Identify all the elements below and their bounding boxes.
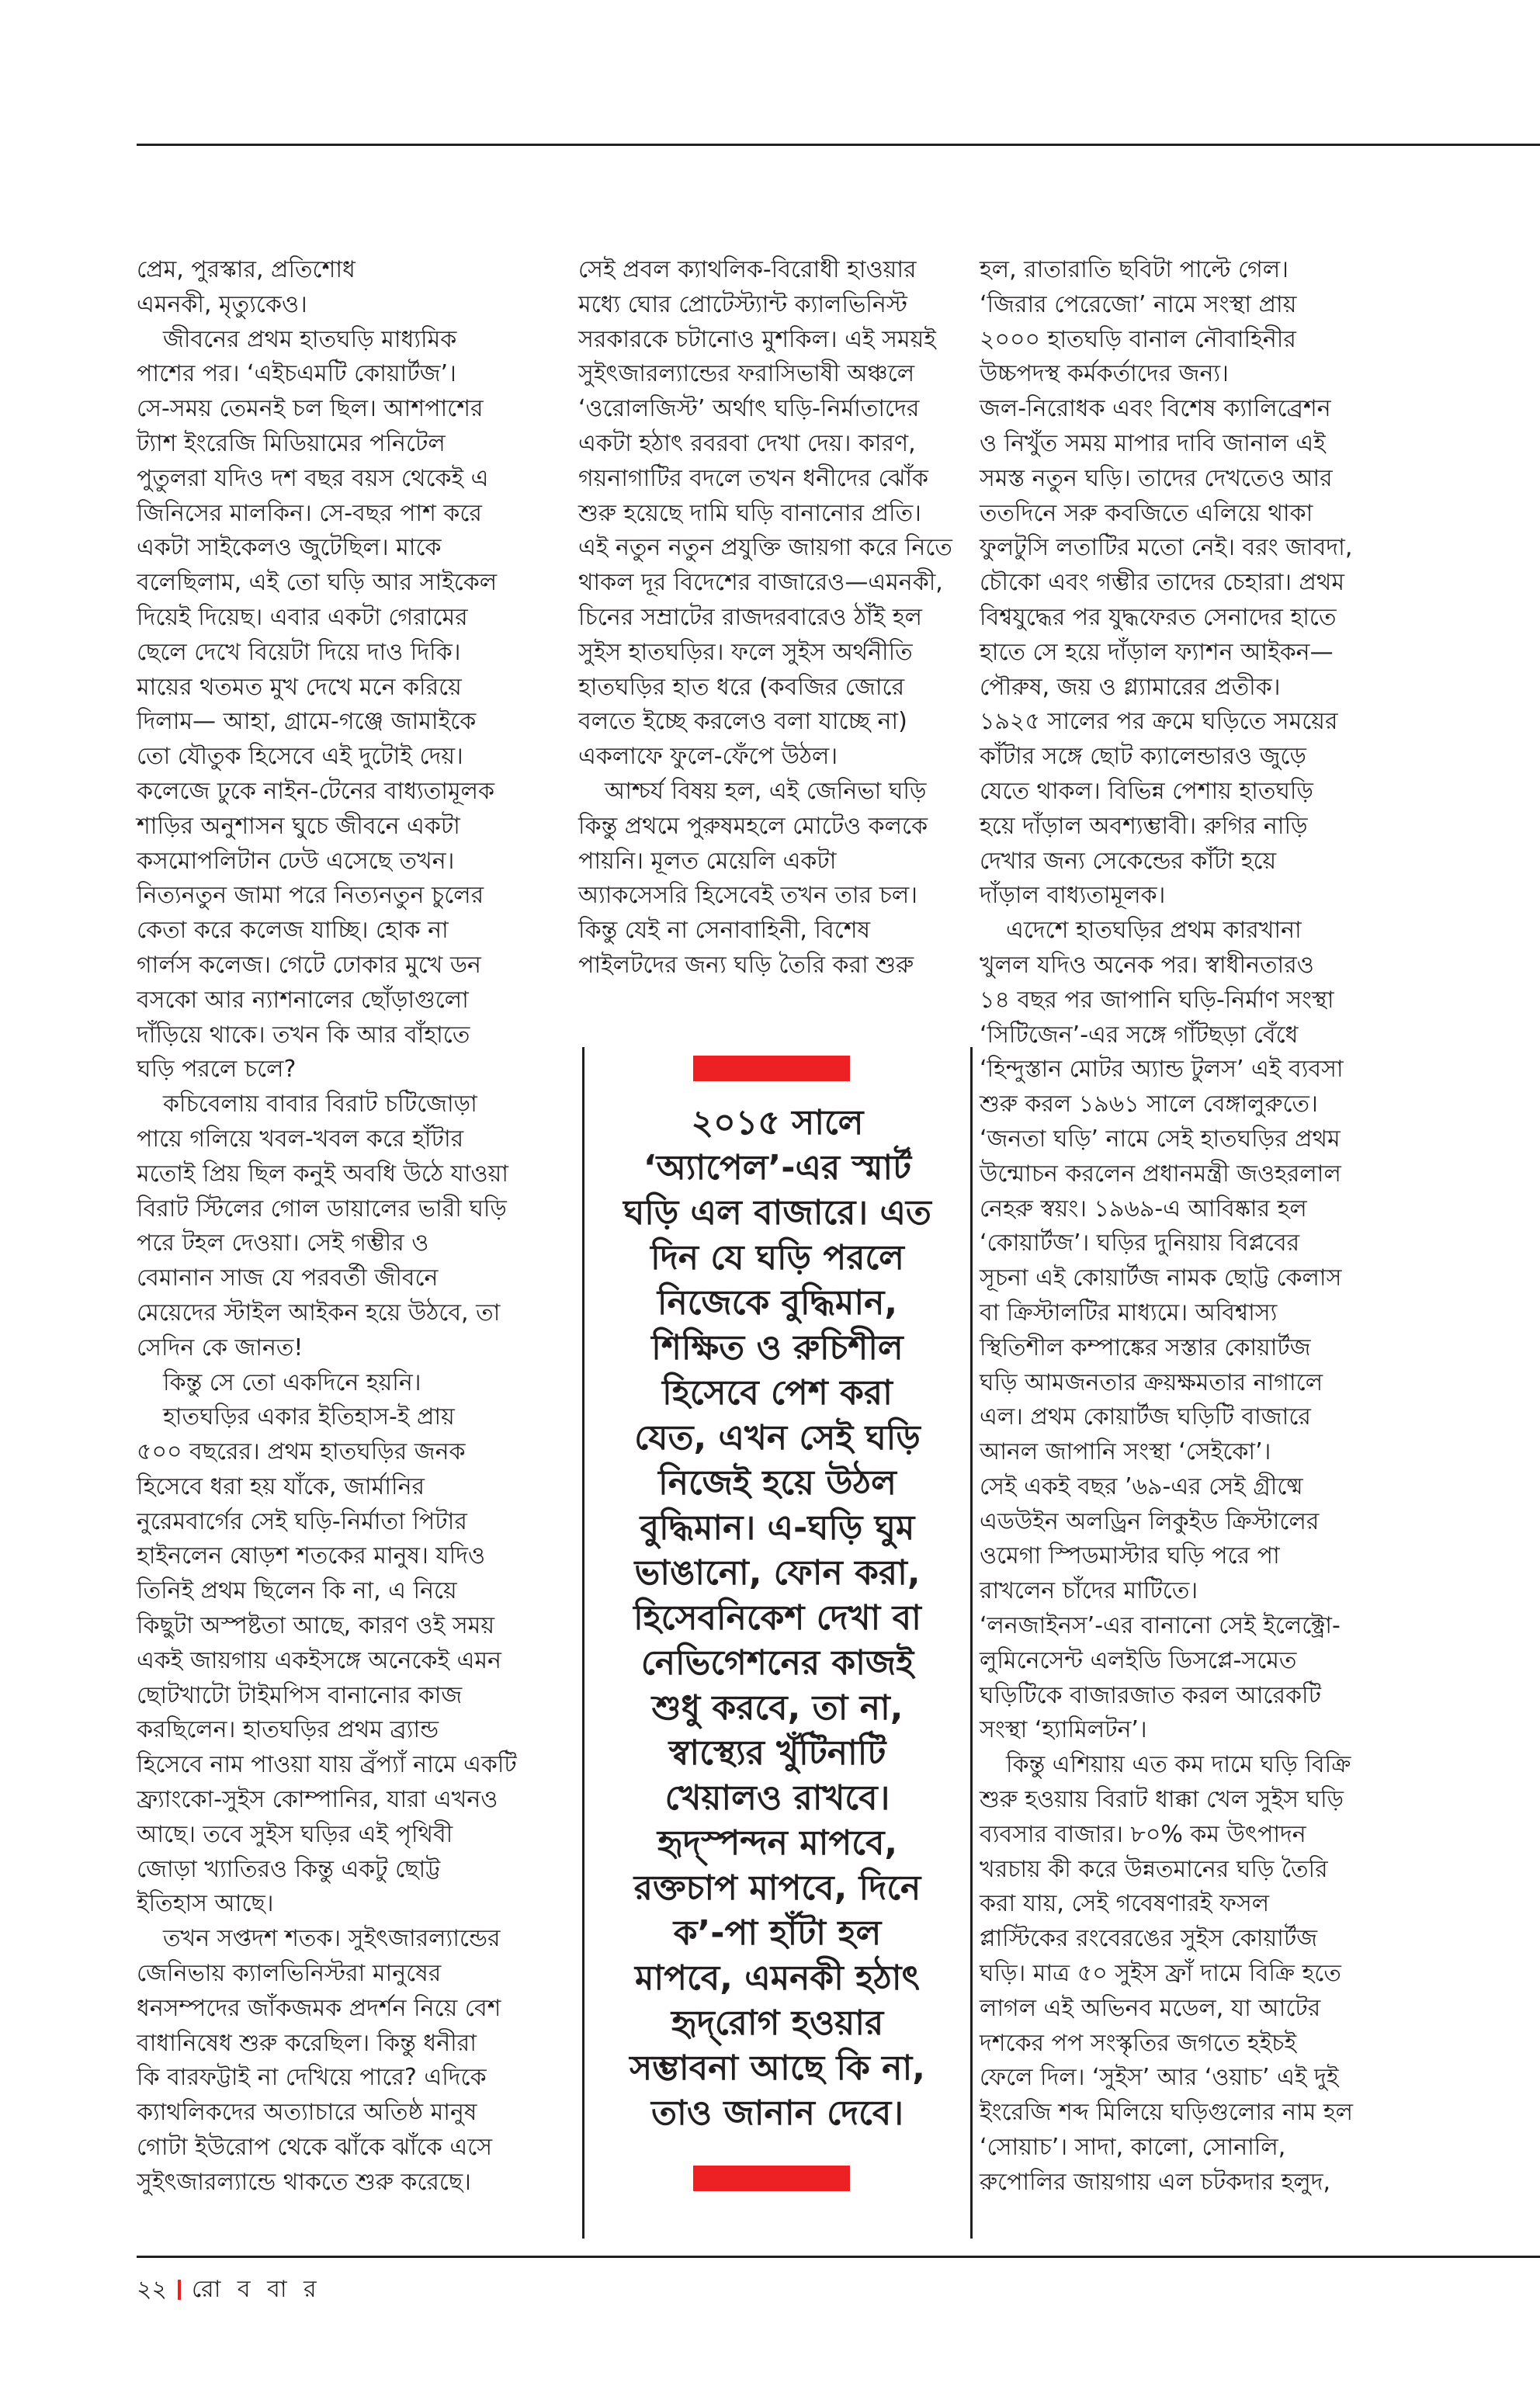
text-line: হয়ে দাঁড়াল অবশ্যম্ভাবী। রুগির নাড়ি xyxy=(980,812,1308,840)
text-line: হাতে সে হয়ে দাঁড়াল ফ্যাশন আইকন— xyxy=(980,638,1334,666)
article-column-3 xyxy=(980,253,1414,2201)
pull-quote-line: হিসেবনিকেশ দেখা বা xyxy=(633,1598,921,1638)
pull-quote-line: খেয়ালও রাখবে। xyxy=(664,1778,890,1818)
text-line: শাড়ির অনুশাসন ঘুচে জীবনে একটা xyxy=(137,812,460,840)
pull-quote-right-border xyxy=(970,1047,973,2239)
text-line: ওমেগা স্পিডমাস্টার ঘড়ি পরে পা xyxy=(980,1542,1280,1570)
pull-quote-line: রক্তচাপ মাপবে, দিনে xyxy=(633,1868,921,1908)
text-line: সমস্ত নতুন ঘড়ি। তাদের দেখতেও আর xyxy=(980,464,1333,492)
text-line: সুইৎজারল্যান্ডে থাকতে শুরু করেছে। xyxy=(137,2168,471,2196)
text-line: বা ক্রিস্টালটির মাধ্যমে। অবিশ্বাস্য xyxy=(980,1299,1278,1327)
text-line: এমনকী, মৃত্যুকেও। xyxy=(137,290,307,318)
text-line: দিলাম— আহা, গ্রামে-গঞ্জে জামাইকে xyxy=(137,708,477,736)
paragraph xyxy=(137,1366,517,1401)
text-line: দশকের পপ সংস্কৃতির জগতে হইচই xyxy=(980,2029,1297,2057)
text-line: একই জায়গায় একইসঙ্গে অনেকেই এমন xyxy=(137,1646,501,1674)
text-line: রাখলেন চাঁদের মাটিতে। xyxy=(980,1577,1198,1605)
pull-quote-line: নেভিগেশনের কাজই xyxy=(640,1643,914,1683)
pull-quote-line: যেত, এখন সেই ঘড়ি xyxy=(634,1418,921,1458)
pull-quote-line: ‘অ্যাপেল’-এর স্মার্ট xyxy=(643,1148,912,1188)
text-line: ঘড়ি আমজনতার ক্রয়ক্ষমতার নাগালে xyxy=(980,1368,1323,1396)
text-line: উন্মোচন করলেন প্রধানমন্ত্রী জওহরলাল xyxy=(980,1160,1341,1188)
text-line: মায়ের থতমত মুখ দেখে মনে করিয়ে xyxy=(137,673,462,701)
text-line: লুমিনেসেন্ট এলইডি ডিসপ্লে-সমেত xyxy=(980,1646,1297,1674)
text-line: ও নিখুঁত সময় মাপার দাবি জানাল এই xyxy=(980,429,1326,457)
magazine-name: রো ব বা র xyxy=(192,2276,321,2303)
text-line: থাকল দূর বিদেশের বাজারেও—এমনকী, xyxy=(578,569,943,597)
paragraph xyxy=(137,323,517,1088)
text-line: হাতঘড়ির একার ইতিহাস-ই প্রায় xyxy=(163,1403,455,1431)
pull-quote-line: মাপবে, এমনকী হঠাৎ xyxy=(634,1958,921,1998)
text-line: চিনের সম্রাটের রাজদরবারেও ঠাঁই হল xyxy=(578,603,922,631)
text-line: পাইলটদের জন্য ঘড়ি তৈরি করা শুরু xyxy=(578,951,914,979)
text-line: ‘জিরার পেরেজো’ নামে সংস্থা প্রায় xyxy=(980,290,1297,318)
paragraph xyxy=(578,775,951,983)
text-line: নুরেমবার্গের সেই ঘড়ি-নির্মাতা পিটার xyxy=(137,1507,467,1535)
text-line: কিন্তু সে তো একদিনে হয়নি। xyxy=(163,1368,421,1396)
text-line: কি বারফট্টাই না দেখিয়ে পারে? এদিকে xyxy=(137,2064,487,2092)
text-line: ১৪ বছর পর জাপানি ঘড়ি-নির্মাণ সংস্থা xyxy=(980,986,1334,1014)
paragraph xyxy=(137,253,517,323)
text-line: কিন্তু প্রথমে পুরুষমহলে মোটেও কলকে xyxy=(578,812,928,840)
text-line: নেহরু স্বয়ং। ১৯৬৯-এ আবিষ্কার হল xyxy=(980,1195,1307,1223)
text-line: রুপোলির জায়গায় এল চটকদার হলুদ, xyxy=(980,2168,1331,2196)
pull-quote-line: নিজেকে বুদ্ধিমান, xyxy=(657,1283,898,1323)
text-line: ততদিনে সরু কবজিতে এলিয়ে থাকা xyxy=(980,499,1313,527)
text-line: সেদিন কে জানত! xyxy=(137,1333,303,1361)
text-line: কচিবেলায় বাবার বিরাট চটিজোড়া xyxy=(163,1091,477,1118)
pull-quote-top-accent xyxy=(693,1056,850,1081)
text-line: লাগল এই অভিনব মডেল, যা আটের xyxy=(980,1994,1321,2022)
text-line: ধনসম্পদের জাঁকজমক প্রদর্শন নিয়ে বেশ xyxy=(137,1994,501,2022)
text-line: যেতে থাকল। বিভিন্ন পেশায় হাতঘড়ি xyxy=(980,777,1313,805)
text-line: খরচায় কী করে উন্নতমানের ঘড়ি তৈরি xyxy=(980,1855,1328,1883)
pull-quote-text xyxy=(584,1101,970,2136)
text-line: এল। প্রথম কোয়ার্টজ ঘড়িটি বাজারে xyxy=(980,1403,1311,1431)
article-column-1 xyxy=(137,253,517,2201)
text-line: হাতঘড়ির হাত ধরে (কবজির জোরে xyxy=(578,673,905,701)
text-line: বলেছিলাম, এই তো ঘড়ি আর সাইকেল xyxy=(137,569,498,597)
text-line: ট্যাশ ইংরেজি মিডিয়ামের পনিটেল xyxy=(137,429,446,457)
text-line: এডউইন অলড্রিন লিকুইড ক্রিস্টালের xyxy=(980,1507,1320,1535)
pull-quote-line: ২০১৫ সালে xyxy=(691,1103,864,1143)
pull-quote-line: ঘড়ি এল বাজারে। এত xyxy=(623,1193,931,1233)
text-line: জিনিসের মালকিন। সে-বছর পাশ করে xyxy=(137,499,482,527)
pull-quote-line: দিন যে ঘড়ি পরলে xyxy=(650,1238,904,1278)
text-line: সে-সময় তেমনই চল ছিল। আশপাশের xyxy=(137,395,484,423)
text-line: পায়নি। মূলত মেয়েলি একটা xyxy=(578,847,837,875)
text-line: ঘড়ি। মাত্র ৫০ সুইস ফ্রাঁ দামে বিক্রি হতে xyxy=(980,1960,1341,1988)
text-line: মেয়েদের স্টাইল আইকন হয়ে উঠবে, তা xyxy=(137,1299,501,1327)
text-line: এই নতুন নতুন প্রযুক্তি জায়গা করে নিতে xyxy=(578,534,952,562)
text-line: বেমানান সাজ যে পরবর্তী জীবনে xyxy=(137,1264,439,1292)
paragraph xyxy=(137,1922,517,2200)
text-line: কিছুটা অস্পষ্টতা আছে, কারণ ওই সময় xyxy=(137,1612,494,1640)
text-line: পাশের পর। ‘এইচএমটি কোয়ার্টজ’। xyxy=(137,360,456,388)
text-line: ‘কোয়ার্টজ’। ঘড়ির দুনিয়ায় বিপ্লবের xyxy=(980,1229,1300,1257)
article-column-2 xyxy=(578,253,951,983)
text-line: ‘ওরোলজিস্ট’ অর্থাৎ ঘড়ি-নির্মাতাদের xyxy=(578,395,920,423)
text-line: কসমোপলিটান ঢেউ এসেছে তখন। xyxy=(137,847,455,875)
text-line: ‘হিন্দুস্তান মোটর অ্যান্ড টুলস’ এই ব্যবসা xyxy=(980,1056,1344,1084)
pull-quote-line: বুদ্ধিমান। এ-ঘড়ি ঘুম xyxy=(640,1508,915,1548)
pull-quote-line: সম্ভাবনা আছে কি না, xyxy=(630,2048,925,2088)
text-line: শুরু করল ১৯৬১ সালে বেঙ্গালুরুতে। xyxy=(980,1091,1318,1118)
page-number: ২২ xyxy=(137,2276,168,2303)
pull-quote-line: তাও জানান দেবে। xyxy=(650,2093,904,2133)
text-line: বসকো আর ন্যাশনালের ছোঁড়াগুলো xyxy=(137,986,469,1014)
text-line: আছে। তবে সুইস ঘড়ির এই পৃথিবী xyxy=(137,1820,453,1848)
pull-quote-line: হৃদ্‌রোগ হওয়ার xyxy=(671,2003,884,2043)
text-line: জেনিভায় ক্যালভিনিস্টরা মানুষের xyxy=(137,1960,442,1988)
pull-quote-line: ক’-পা হাঁটা হল xyxy=(673,1913,882,1953)
text-line: করা যায়, সেই গবেষণারই ফসল xyxy=(980,1890,1270,1918)
text-line: করছিলেন। হাতঘড়ির প্রথম ব্র্যান্ড xyxy=(137,1716,439,1744)
text-line: ঘড়ি পরলে চলে? xyxy=(137,1056,297,1084)
text-line: গয়নাগাটির বদলে তখন ধনীদের ঝোঁক xyxy=(578,464,929,492)
text-line: জল-নিরোধক এবং বিশেষ ক্যালিব্রেশন xyxy=(980,395,1331,423)
text-line: চৌকো এবং গম্ভীর তাদের চেহারা। প্রথম xyxy=(980,569,1345,597)
text-line: পরে টহল দেওয়া। সেই গম্ভীর ও xyxy=(137,1229,429,1257)
text-line: হল, রাতারাতি ছবিটা পাল্টে গেল। xyxy=(980,256,1289,283)
text-line: হাইনলেন ষোড়শ শতকের মানুষ। যদিও xyxy=(137,1542,486,1570)
text-line: ক্যাথলিকদের অত্যাচারে অতিষ্ঠ মানুষ xyxy=(137,2099,477,2127)
text-line: আশ্চর্য বিষয় হল, এই জেনিভা ঘড়ি xyxy=(605,777,927,805)
text-line: বাধানিষেধ শুরু করেছিল। কিন্তু ধনীরা xyxy=(137,2029,477,2057)
text-line: হিসেবে ধরা হয় যাঁকে, জার্মানির xyxy=(137,1472,425,1500)
pull-quote-bottom-accent xyxy=(693,2166,850,2191)
text-line: স্থিতিশীল কম্পাঙ্কের সস্তার কোয়ার্টজ xyxy=(980,1333,1311,1361)
pull-quote-line: শিক্ষিত ও রুচিশীল xyxy=(651,1328,904,1368)
text-line: ছেলে দেখে বিয়েটা দিয়ে দাও দিকি। xyxy=(137,638,461,666)
text-line: শুরু হওয়ায় বিরাট ধাক্কা খেল সুইস ঘড়ি xyxy=(980,1786,1344,1814)
text-line: দিয়েই দিয়েছ। এবার একটা গেরামের xyxy=(137,603,468,631)
paragraph xyxy=(980,253,1414,914)
text-line: দাঁড়িয়ে থাকে। তখন কি আর বাঁহাতে xyxy=(137,1021,470,1049)
paragraph xyxy=(980,1748,1414,2200)
text-line: প্লাস্টিকের রংবেরঙের সুইস কোয়ার্টজ xyxy=(980,1925,1318,1953)
text-line: কাঁটার সঙ্গে ছোট ক্যালেন্ডারও জুড়ে xyxy=(980,743,1306,771)
text-line: সূচনা এই কোয়ার্টজ নামক ছোট্ট কেলাস xyxy=(980,1264,1342,1292)
text-line: ১৯২৫ সালের পর ক্রমে ঘড়িতে সময়ের xyxy=(980,708,1338,736)
text-line: দেখার জন্য সেকেন্ডের কাঁটা হয়ে xyxy=(980,847,1277,875)
text-line: ফেলে দিল। ‘সুইস’ আর ‘ওয়াচ’ এই দুই xyxy=(980,2064,1339,2092)
text-line: ইতিহাস আছে। xyxy=(137,1890,274,1918)
text-line: মধ্যে ঘোর প্রোটেস্ট্যান্ট ক্যালভিনিস্ট xyxy=(578,290,908,318)
text-line: ব্যবসার বাজার। ৮০% কম উৎপাদন xyxy=(980,1820,1306,1848)
footer-rule xyxy=(137,2256,1540,2258)
text-line: একটা হঠাৎ রবরবা দেখা দেয়। কারণ, xyxy=(578,429,916,457)
text-line: বিরাট স্টিলের গোল ডায়ালের ভারী ঘড়ি xyxy=(137,1195,507,1223)
top-rule xyxy=(137,144,1540,146)
text-line: তো যৌতুক হিসেবে এই দুটোই দেয়। xyxy=(137,743,463,771)
text-line: ২০০০ হাতঘড়ি বানাল নৌবাহিনীর xyxy=(980,325,1296,353)
pull-quote-line: হৃদ্‌স্পন্দন মাপবে, xyxy=(657,1823,898,1863)
text-line: কেতা করে কলেজ যাচ্ছি। হোক না xyxy=(137,917,449,945)
pull-quote-line: স্বাস্থ্যের খুঁটিনাটি xyxy=(668,1733,886,1773)
text-line: তখন সপ্তদশ শতক। সুইৎজারল্যান্ডের xyxy=(163,1925,501,1953)
footer-separator xyxy=(178,2280,181,2300)
text-line: প্রেম, পুরস্কার, প্রতিশোধ xyxy=(137,256,356,283)
text-line: পায়ে গলিয়ে খবল-খবল করে হাঁটার xyxy=(137,1125,464,1153)
text-line: পৌরুষ, জয় ও গ্ল্যামারের প্রতীক। xyxy=(980,673,1281,701)
text-line: সেই একই বছর ’৬৯-এর সেই গ্রীষ্মে xyxy=(980,1472,1303,1500)
text-line: গার্লস কলেজ। গেটে ঢোকার মুখে ডন xyxy=(137,951,481,979)
text-line: আনল জাপানি সংস্থা ‘সেইকো’। xyxy=(980,1438,1271,1466)
text-line: ‘জনতা ঘড়ি’ নামে সেই হাতঘড়ির প্রথম xyxy=(980,1125,1341,1153)
text-line: একলাফে ফুলে-ফেঁপে উঠল। xyxy=(578,743,838,771)
text-line: ‘সোয়াচ’। সাদা, কালো, সোনালি, xyxy=(980,2134,1286,2162)
text-line: কিন্তু এশিয়ায় এত কম দামে ঘড়ি বিক্রি xyxy=(1006,1751,1351,1779)
text-line: দাঁড়াল বাধ্যতামূলক। xyxy=(980,882,1166,910)
text-line: সুইৎজারল্যান্ডের ফরাসিভাষী অঞ্চলে xyxy=(578,360,915,388)
text-line: এদেশে হাতঘড়ির প্রথম কারখানা xyxy=(1006,917,1302,945)
text-line: খুলল যদিও অনেক পর। স্বাধীনতারও xyxy=(980,951,1314,979)
text-line: জীবনের প্রথম হাতঘড়ি মাধ্যমিক xyxy=(163,325,457,353)
pull-quote-line: ভাঙানো, ফোন করা, xyxy=(634,1553,921,1593)
text-line: গোটা ইউরোপ থেকে ঝাঁকে ঝাঁকে এসে xyxy=(137,2134,493,2162)
paragraph xyxy=(137,1400,517,1922)
paragraph xyxy=(137,1087,517,1365)
text-line: সরকারকে চটানোও মুশকিল। এই সময়ই xyxy=(578,325,936,353)
pull-quote-line: নিজেই হয়ে উঠল xyxy=(658,1463,897,1503)
page-footer xyxy=(137,2273,321,2307)
text-line: কিন্তু যেই না সেনাবাহিনী, বিশেষ xyxy=(578,917,871,945)
text-line: কলেজে ঢুকে নাইন-টেনের বাধ্যতামূলক xyxy=(137,777,494,805)
pull-quote-line: হিসেবে পেশ করা xyxy=(662,1373,893,1413)
text-line: উচ্চপদস্থ কর্মকর্তাদের জন্য। xyxy=(980,360,1229,388)
text-line: ইংরেজি শব্দ মিলিয়ে ঘড়িগুলোর নাম হল xyxy=(980,2099,1354,2127)
paragraph xyxy=(578,253,951,775)
text-line: সেই প্রবল ক্যাথলিক-বিরোধী হাওয়ার xyxy=(578,256,917,283)
text-line: সংস্থা ‘হ্যামিলটন’। xyxy=(980,1716,1147,1744)
pull-quote-line: শুধু করবে, তা না, xyxy=(651,1688,904,1728)
text-line: একটা সাইকেলও জুটেছিল। মাকে xyxy=(137,534,442,562)
text-line: তিনিই প্রথম ছিলেন কি না, এ নিয়ে xyxy=(137,1577,457,1605)
text-line: ঘড়িটিকে বাজারজাত করল আরেকটি xyxy=(980,1681,1321,1709)
text-line: ফ্র্যাংকো-সুইস কোম্পানির, যারা এখনও xyxy=(137,1786,498,1814)
text-line: ‘লনজাইনস’-এর বানানো সেই ইলেক্ট্রো- xyxy=(980,1612,1341,1640)
text-line: হিসেবে নাম পাওয়া যায় ব্রঁপ্যাঁ নামে একটি xyxy=(137,1751,517,1779)
text-line: ছোটখাটো টাইমপিস বানানোর কাজ xyxy=(137,1681,463,1709)
text-line: শুরু হয়েছে দামি ঘড়ি বানানোর প্রতি। xyxy=(578,499,921,527)
text-line: ফুলটুসি লতাটির মতো নেই। বরং জাবদা, xyxy=(980,534,1353,562)
text-line: জোড়া খ্যাতিরও কিন্তু একটু ছোট্ট xyxy=(137,1855,441,1883)
text-line: ‘সিটিজেন’-এর সঙ্গে গাঁটছড়া বেঁধে xyxy=(980,1021,1299,1049)
text-line: অ্যাকসেসরি হিসেবেই তখন তার চল। xyxy=(578,882,917,910)
paragraph xyxy=(980,914,1414,1748)
text-line: বিশ্বযুদ্ধের পর যুদ্ধফেরত সেনাদের হাতে xyxy=(980,603,1337,631)
text-line: মতোই প্রিয় ছিল কনুই অবধি উঠে যাওয়া xyxy=(137,1160,508,1188)
text-line: নিত্যনতুন জামা পরে নিত্যনতুন চুলের xyxy=(137,882,484,910)
text-line: পুতুলরা যদিও দশ বছর বয়স থেকেই এ xyxy=(137,464,489,492)
text-line: সুইস হাতঘড়ির। ফলে সুইস অর্থনীতি xyxy=(578,638,913,666)
text-line: ৫০০ বছরের। প্রথম হাতঘড়ির জনক xyxy=(137,1438,466,1466)
text-line: বলতে ইচ্ছে করলেও বলা যাচ্ছে না) xyxy=(578,708,907,736)
